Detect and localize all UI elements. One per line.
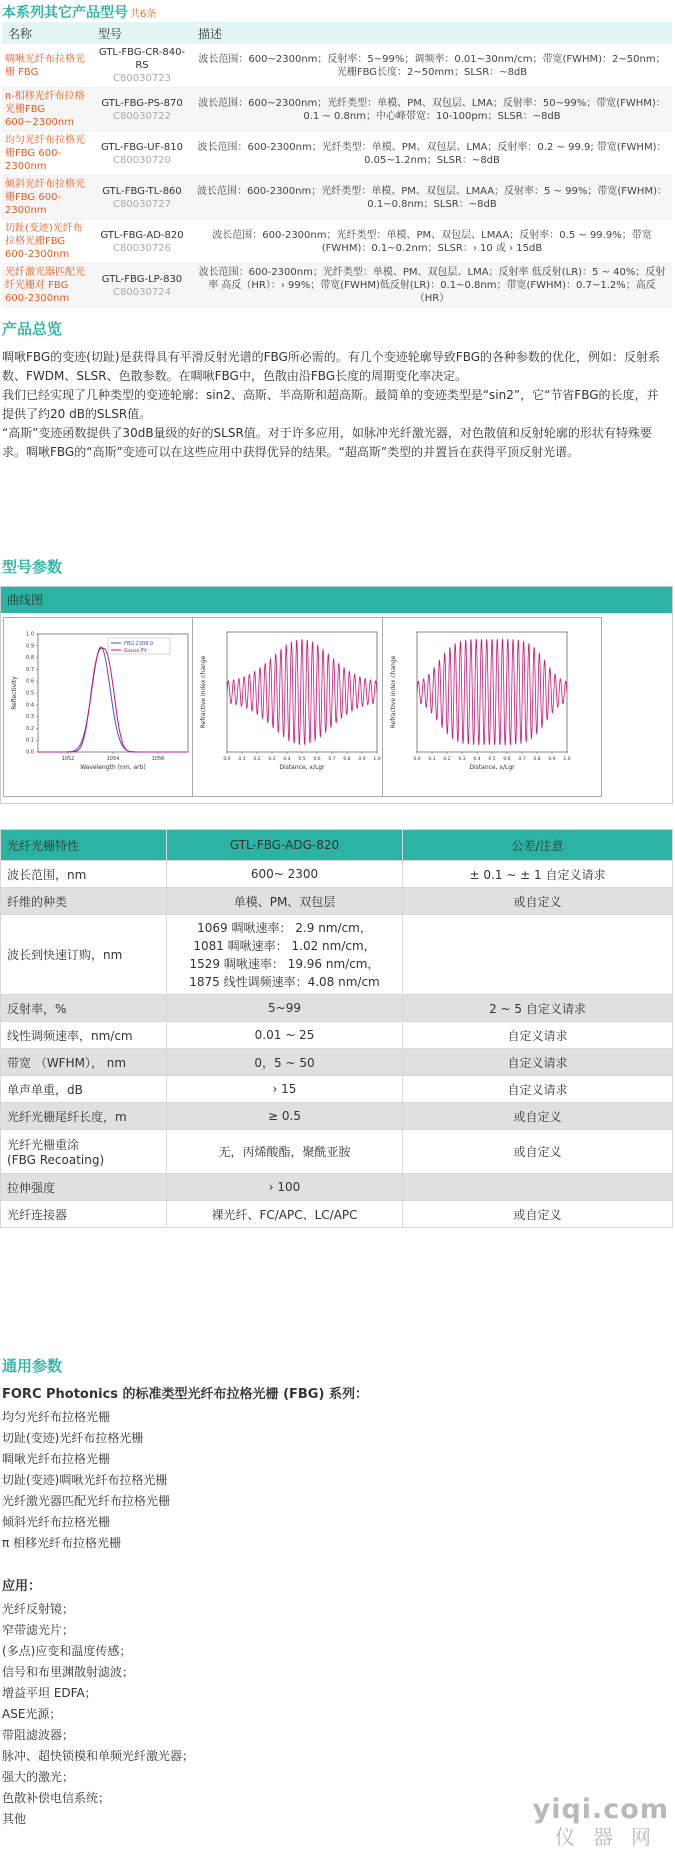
- spec-value: [167, 1201, 403, 1228]
- x-tick-label: 1052: [61, 756, 75, 762]
- related-description: 波长范围：600-2300nm；光纤类型：单模、PM、双包层、LMA；反射率 低反射(LR)：5 ~ 40%；反射率 高反（HR）：› 99%；带宽(FWHM)低反射(LR)：0.1~0.8nm；带宽(FWHM)：0.7~1.2%；高反（HR）: [192, 264, 672, 308]
- x-tick-label: 0.7: [518, 757, 526, 762]
- spec-key: 光纤光栅尾纤长度，m: [1, 1103, 167, 1130]
- y-tick-label: 0.7: [26, 666, 34, 673]
- y-tick-label: 0.5: [26, 690, 34, 697]
- spec-key: 波长范围，nm: [1, 861, 167, 888]
- related-row[interactable]: [2, 44, 672, 88]
- spec-value-line: 1529 啁啾速率： 19.96 nm/cm，: [189, 956, 380, 971]
- spec-note: 或自定义: [403, 888, 673, 915]
- watermark-logo: [533, 1795, 669, 1849]
- x-tick-label: 0.5: [488, 757, 496, 762]
- application-item: 脉冲、超快锁模和单频光纤激光器；: [2, 1749, 195, 1763]
- spec-row: [1, 861, 673, 888]
- related-product-link[interactable]: 光纤激光器匹配光纤光栅对 FBG 600-2300nm: [2, 264, 92, 308]
- curve-panel: [0, 586, 673, 804]
- related-product-link[interactable]: 啁啾光纤布拉格光栅 FBG: [2, 44, 92, 88]
- spec-value-line: 5~99: [268, 1001, 301, 1015]
- application-item: 其他: [2, 1812, 27, 1826]
- spec-row: [1, 1201, 673, 1228]
- spec-value-line: ≥ 0.5: [268, 1109, 301, 1123]
- related-model-code: C80030722: [113, 110, 171, 122]
- spec-note: 或自定义: [403, 1103, 673, 1130]
- reflectivity-chart: [4, 618, 222, 796]
- x-tick-label: 0.6: [503, 757, 511, 762]
- series-item: π 相移光纤布拉格光栅: [2, 1536, 122, 1550]
- y-axis-label: Refractive index change: [390, 655, 397, 729]
- y-tick-label: 0.9: [26, 643, 34, 650]
- spec-value: [167, 1103, 403, 1130]
- related-model-code: C80030724: [113, 286, 171, 298]
- x-tick-label: 0.0: [223, 757, 231, 762]
- x-tick-label: 0.1: [428, 757, 436, 762]
- spec-value: [167, 1049, 403, 1076]
- spec-value-line: 0，5 ~ 50: [254, 1055, 315, 1070]
- y-tick-label: 0.3: [26, 714, 34, 721]
- spec-row: [1, 1022, 673, 1049]
- x-tick-label: 0.4: [283, 757, 291, 762]
- related-row[interactable]: [2, 264, 672, 308]
- overview-paragraph: 我们已经实现了几种类型的变迹轮廓：sin2、高斯、半高斯和超高斯。最简单的变迹类型是“sin2”，它“节省FBG的长度，并提供了约20 dB的SLSR值。: [2, 388, 659, 421]
- series-item: 啁啾光纤布拉格光栅: [2, 1452, 111, 1466]
- related-row[interactable]: [2, 220, 672, 264]
- related-model: [92, 132, 192, 176]
- related-model-number: GTL-FBG-TL-860: [102, 185, 182, 197]
- spec-key: 纤维的种类: [1, 888, 167, 915]
- spec-header-model: GTL-FBG-ADG-820: [167, 830, 403, 861]
- related-model: [92, 44, 192, 88]
- fbg-spectrum-line: [38, 648, 188, 752]
- x-tick-label: 1056: [151, 756, 165, 762]
- index-change-line: [227, 639, 377, 744]
- related-model: [92, 220, 192, 264]
- x-tick-label: 0.3: [458, 757, 466, 762]
- related-header-desc: 描述: [192, 22, 672, 44]
- overview-title: 产品总览: [2, 320, 63, 338]
- application-item: 增益平坦 EDFA；: [2, 1686, 97, 1700]
- spec-row: [1, 1103, 673, 1130]
- spec-value-line: › 15: [272, 1082, 297, 1096]
- related-model-number: GTL-FBG-LP-830: [101, 273, 183, 285]
- related-header-model: 型号: [92, 22, 192, 44]
- spec-header-feature: 光纤光栅特性: [1, 830, 167, 861]
- related-model-number: GTL-FBG-PS-870: [101, 97, 183, 109]
- spec-row: [1, 888, 673, 915]
- spec-value-line: 单模、PM、双包层: [233, 894, 336, 909]
- spec-value: [167, 1130, 403, 1174]
- spec-value-line: 1875 线性调频速率：4.08 nm/cm: [189, 974, 380, 989]
- spec-row: [1, 1174, 673, 1201]
- y-tick-label: 0.4: [26, 702, 34, 709]
- spec-key: 光纤光栅重涂 (FBG Recoating): [1, 1130, 167, 1174]
- series-item: 均匀光纤布拉格光栅: [2, 1410, 111, 1424]
- spec-key: 单声单重，dB: [1, 1076, 167, 1103]
- application-item: 带阻滤波器；: [2, 1728, 75, 1742]
- spec-note: ± 0.1 ~ ± 1 自定义请求: [403, 861, 673, 888]
- x-tick-label: 0.3: [268, 757, 276, 762]
- x-tick-label: 0.2: [443, 757, 451, 762]
- application-item: ASE光源；: [2, 1707, 62, 1721]
- x-axis-label: Distance, x/Lgr: [469, 764, 515, 771]
- spec-note: [403, 915, 673, 995]
- related-model-code: C80030727: [113, 198, 171, 210]
- x-axis-label: Wavelength (nm, arb): [80, 764, 146, 771]
- curve-panel-header: 曲线图: [1, 587, 672, 613]
- spec-note: 自定义请求: [403, 1076, 673, 1103]
- x-tick-label: 0.9: [548, 757, 556, 762]
- y-tick-label: 0.2: [26, 725, 34, 732]
- spec-row: [1, 1076, 673, 1103]
- spec-key: 线性调频速率，nm/cm: [1, 1022, 167, 1049]
- related-title: [2, 2, 156, 22]
- spec-value: [167, 1076, 403, 1103]
- spec-value-line: 0.01 ~ 25: [254, 1028, 315, 1042]
- x-tick-label: 0.7: [328, 757, 336, 762]
- application-item: 窄带滤光片；: [2, 1623, 75, 1637]
- related-model-number: GTL-FBG-AD-820: [100, 229, 184, 241]
- spec-key: 拉伸强度: [1, 1174, 167, 1201]
- application-item: 光纤反射镜；: [2, 1602, 75, 1616]
- application-item: 强大的激光；: [2, 1770, 75, 1784]
- related-description: 波长范围：600~2300nm；反射率：5~99%；调频率：0.01~30nm/cm；带宽(FWHM)：2~50nm；光栅FBG长度：2~50mm；SLSR：~8dB: [192, 44, 672, 88]
- related-model: [92, 264, 192, 308]
- x-tick-label: 1054: [106, 756, 120, 762]
- related-model-number: GTL-FBG-CR-840-RS: [98, 47, 186, 71]
- spec-header-row: [1, 830, 673, 861]
- y-tick-label: 0.6: [26, 678, 34, 685]
- spec-key: 波长到快速订购，nm: [1, 915, 167, 995]
- spec-note: 或自定义: [403, 1201, 673, 1228]
- y-axis-label: Refractive index change: [200, 655, 207, 729]
- related-model: [92, 176, 192, 220]
- related-product-link[interactable]: 切趾(变迹)光纤布拉格光栅FBG 600-2300nm: [2, 220, 92, 264]
- spec-value-line: 1069 啁啾速率： 2.9 nm/cm，: [197, 920, 372, 935]
- index-change-chart-2: [383, 618, 601, 796]
- series-item: 切趾(变迹)光纤布拉格光栅: [2, 1431, 144, 1445]
- related-row[interactable]: [2, 88, 672, 132]
- x-tick-label: 1.0: [563, 757, 571, 762]
- related-product-link[interactable]: 均匀光纤布拉格光栅FBG 600-2300nm: [2, 132, 92, 176]
- spec-value: [167, 1174, 403, 1201]
- x-tick-label: 0.8: [343, 757, 351, 762]
- spec-note: 或自定义: [403, 1130, 673, 1174]
- spec-value-line: 600~ 2300: [250, 867, 319, 881]
- spec-row: [1, 1130, 673, 1174]
- y-axis-label: Reflectivity: [11, 676, 18, 710]
- related-count: 共6条: [130, 9, 157, 20]
- x-tick-label: 0.5: [298, 757, 306, 762]
- x-tick-label: 0.9: [358, 757, 366, 762]
- spec-key: 带宽 （WFHM）， nm: [1, 1049, 167, 1076]
- x-tick-label: 0.0: [413, 757, 421, 762]
- spec-value-line: 无，丙烯酸酯，聚酰亚胺: [218, 1145, 351, 1159]
- overview-paragraph: “高斯”变迹函数提供了30dB量级的好的SLSR值。对于许多应用，如脉冲光纤激光器，对色散值和反射轮廓的形状有特殊要求。啁啾FBG的“高斯”变迹可以在这些应用中获得优异的结果。“超高斯”类型的并置旨在获得平顶反射光谱。: [2, 426, 652, 459]
- spec-header-note: 公差/注意: [403, 830, 673, 861]
- x-tick-label: 0.1: [238, 757, 246, 762]
- spec-key: 反射率，%: [1, 995, 167, 1022]
- related-title-text: 本系列其它产品型号: [2, 5, 128, 21]
- x-tick-label: 0.6: [313, 757, 321, 762]
- legend-label: FBG 2308.9: [124, 641, 154, 647]
- related-row[interactable]: [2, 132, 672, 176]
- spec-value: [167, 995, 403, 1022]
- spec-value-line: 裸光纤、FC/APC、LC/APC: [211, 1207, 358, 1222]
- related-model-code: C80030726: [113, 242, 171, 254]
- series-item: 光纤激光器匹配光纤布拉格光栅: [2, 1494, 171, 1508]
- spec-note: 2 ~ 5 自定义请求: [403, 995, 673, 1022]
- series-item: 切趾(变迹)啁啾光纤布拉格光栅: [2, 1473, 168, 1487]
- spec-value-line: › 100: [268, 1180, 301, 1194]
- y-tick-label: 0.8: [26, 655, 34, 662]
- spec-value-line: 1081 啁啾速率： 1.02 nm/cm，: [193, 938, 376, 953]
- overview-text: [2, 348, 670, 462]
- y-tick-label: 0.1: [26, 737, 34, 744]
- y-tick-label: 0.0: [26, 749, 34, 756]
- related-model-number: GTL-FBG-UF-810: [100, 141, 184, 153]
- watermark-line2: 仪器网: [555, 1825, 669, 1849]
- related-model-code: C80030723: [113, 73, 171, 84]
- series-item: 倾斜光纤布拉格光栅: [2, 1515, 111, 1529]
- spec-value: [167, 888, 403, 915]
- related-row[interactable]: [2, 176, 672, 220]
- params-title: 型号参数: [2, 558, 63, 576]
- spec-note: 自定义请求: [403, 1022, 673, 1049]
- x-tick-label: 1.0: [373, 757, 381, 762]
- x-axis-label: Distance, x/Lgr: [279, 764, 325, 771]
- spec-row: [1, 915, 673, 995]
- related-product-link[interactable]: π-相移光纤布拉格光栅FBG 600~2300nm: [2, 88, 92, 132]
- related-product-link[interactable]: 倾斜光纤布拉格光栅FBG 600-2300nm: [2, 176, 92, 220]
- overview-paragraph: 啁啾FBG的变迹(切趾)是获得具有平滑反射光谱的FBG所必需的。有几个变迹轮廓导致FBG的各种参数的优化，例如：反射系数、FWDM、SLSR、色散参数。在啁啾FBG中，色散由沿FBG长度的周期变化率决定。: [2, 350, 661, 383]
- index-change-chart-1: [193, 618, 411, 796]
- spec-value: [167, 915, 403, 995]
- y-tick-label: 1.0: [26, 631, 34, 638]
- x-tick-label: 0.8: [533, 757, 541, 762]
- application-item: 色散补偿电信系统；: [2, 1791, 111, 1805]
- application-item: 信号和布里渊散射滤波；: [2, 1665, 135, 1679]
- spec-note: [403, 1174, 673, 1201]
- x-tick-label: 0.2: [253, 757, 261, 762]
- plot-reflectivity[interactable]: [3, 617, 223, 797]
- spec-table: [0, 829, 673, 1228]
- applications-list: [2, 1599, 194, 1830]
- spec-value: [167, 861, 403, 888]
- general-subtitle: FORC Photonics 的标准类型光纤布拉格光栅 (FBG) 系列：: [2, 1387, 368, 1402]
- plot-frame: [227, 632, 377, 752]
- related-header-name: 名称: [2, 22, 92, 44]
- spec-value: [167, 1022, 403, 1049]
- watermark-line1: yiqi.com: [532, 1794, 669, 1825]
- spec-row: [1, 995, 673, 1022]
- x-tick-label: 0.4: [473, 757, 481, 762]
- spec-key: 光纤连接器: [1, 1201, 167, 1228]
- application-item: (多点)应变和温度传感；: [2, 1644, 132, 1658]
- index-change-line: [417, 639, 567, 745]
- related-description: 波长范围：600-2300nm；光纤类型：单模、PM、双包层、LMAA；反射率：5 ~ 99%；带宽(FWHM)：0.1~0.8nm；SLSR：~8dB: [192, 176, 672, 220]
- legend-label: Gauss Fit: [124, 648, 147, 654]
- applications-title: 应用：: [2, 1579, 42, 1594]
- related-description: 波长范围：600-2300nm；光纤类型：单模、PM、双包层、LMA；反射率：0.2 ~ 99.9; 带宽(FWHM)：0.05~1.2nm；SLSR：~8dB: [192, 132, 672, 176]
- spec-note: 自定义请求: [403, 1049, 673, 1076]
- related-description: 波长范围：600~2300nm；光纤类型：单模、PM、双包层、LMA；反射率：50~99%；带宽(FWHM)：0.1 ~ 0.8nm；中心峰带宽：10-100pm；SLSR：~8dB: [192, 88, 672, 132]
- plot-index-change-2[interactable]: [382, 617, 602, 797]
- general-title: 通用参数: [2, 1357, 63, 1375]
- gauss-fit-line: [38, 647, 188, 752]
- plot-index-change-1[interactable]: [192, 617, 412, 797]
- related-description: 波长范围：600-2300nm；光纤类型：单模、PM、双包层、LMAA；反射率：0.5 ~ 99.9%；带宽(FWHM)：0.1~0.2nm；SLSR：› 10 或 › 15dB: [192, 220, 672, 264]
- related-model-code: C80030720: [113, 154, 171, 166]
- series-list: [2, 1407, 170, 1554]
- spec-row: [1, 1049, 673, 1076]
- plot-frame: [417, 632, 567, 752]
- related-table: [2, 22, 672, 308]
- related-model: [92, 88, 192, 132]
